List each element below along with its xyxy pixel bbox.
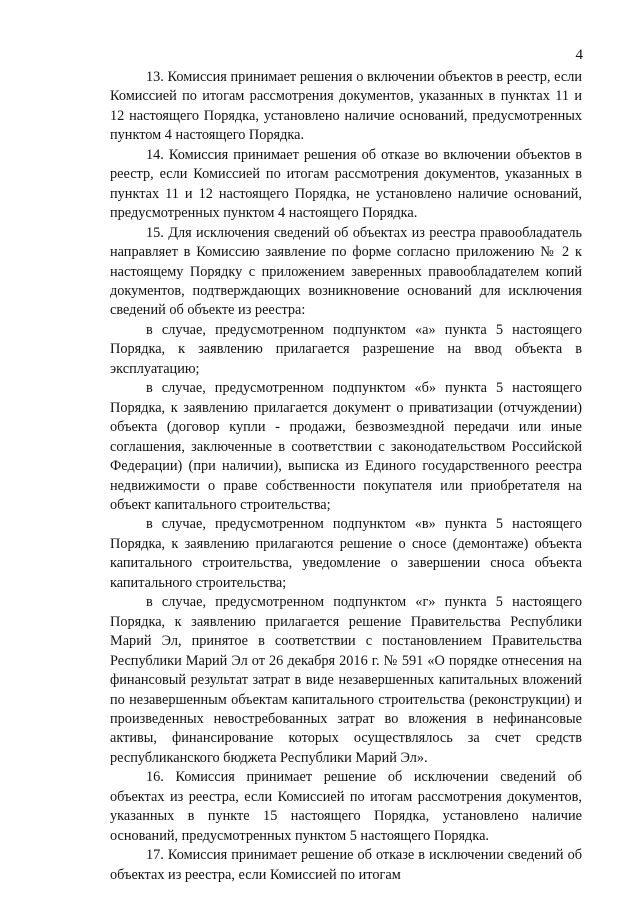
paragraph-14: 14. Комиссия принимает решения об отказе во включении объектов в реестр, если Комиссией по итогам рассмотрения документов, указанных в пунктах 11 и 12 настоящего Порядка, не установлено наличие оснований, предусмотренных пунктом 4 настоящего Порядка. — [110, 146, 582, 222]
paragraph-13: 13. Комиссия принимает решения о включении объектов в реестр, если Комиссией по итогам рассмотрения документов, указанных в пунктах 11 и 12 настоящего Порядка, установлено наличие оснований, предусмотренных пунктом 4 настоящего Порядка. — [110, 69, 582, 144]
paragraph-15-case-v: в случае, предусмотренном подпунктом «в» пункта 5 настоящего Порядка, к заявлению прилагаются решение о сносе (демонтаже) объекта капитального строительства, уведомление о завершении сноса объекта капитального строительства; — [110, 516, 582, 591]
document-body — [110, 68, 582, 885]
page-number: 4 — [575, 47, 583, 63]
paragraph-17: 17. Комиссия принимает решение об отказе в исключении сведений об объектах из реестра, если Комиссией по итогам — [110, 847, 582, 883]
paragraph-16: 16. Комиссия принимает решение об исключении сведений об объектах из реестра, если Комиссией по итогам рассмотрения документов, указанных в пункте 15 настоящего Порядка, установлено наличие оснований, предусмотренных пунктом 5 настоящего Порядка. — [110, 769, 582, 844]
paragraph-15-case-b: в случае, предусмотренном подпунктом «б» пункта 5 настоящего Порядка, к заявлению прилагается документ о приватизации (отчуждении) объекта (договор купли - продажи, безвозмездной передачи или иные соглашения, заключенные в соответствии с законодательством Российской Федерации) (при наличии), выписка из Единого государственного реестра недвижимости о праве собственности покупателя или приобретателя на объект капитального строительства; — [110, 380, 582, 513]
paragraph-15: 15. Для исключения сведений об объектах из реестра правообладатель направляет в Комиссию заявление по форме согласно приложению № 2 к настоящему Порядку с приложением заверенных правообладателем копий документов, подтверждающих возникновение оснований для исключения сведений об объекте из реестра: — [110, 224, 582, 319]
paragraph-15-case-g: в случае, предусмотренном подпунктом «г» пункта 5 настоящего Порядка, к заявлению прилагается решение Правительства Республики Марий Эл, принятое в соответствии с постановлением Правительства Республики Марий Эл от 26 декабря 2016 г. № 591 «О порядке отнесения на финансовый результат затрат в виде незавершенных капитальных вложений по незавершенным объектам капитального строительства (реконструкции) и произведенных невостребованных затрат во вложения в нефинансовые активы, финансирование которых осуществлялось за счет средств республиканского бюджета Республики Марий Эл». — [110, 594, 582, 766]
paragraph-15-case-a: в случае, предусмотренном подпунктом «а» пункта 5 настоящего Порядка, к заявлению прилагается разрешение на ввод объекта в эксплуатацию; — [110, 321, 582, 377]
